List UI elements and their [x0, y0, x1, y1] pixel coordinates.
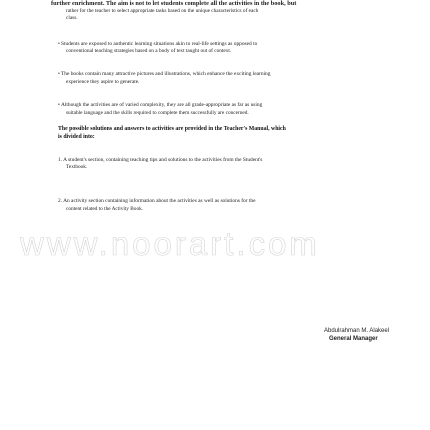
bullet-item — [58, 71, 398, 78]
intro-line-3: class. — [66, 15, 78, 21]
numbered-item — [58, 198, 398, 205]
signatory-name: Abdulrahman M. Alakeel — [324, 328, 390, 334]
item-text-line-2: Textbook. — [66, 164, 88, 170]
solutions-heading-line-1: The possible solutions and answers to activities are provided in the Teacher's Manual, which — [58, 126, 286, 132]
signature-block — [324, 327, 424, 343]
bullet-mark: • — [58, 41, 60, 47]
bullet-item — [58, 102, 398, 109]
item-number: 1. — [58, 157, 63, 163]
item-text-line-2: content related to the Activity Book. — [66, 206, 144, 212]
signatory-title: General Manager — [329, 336, 378, 342]
bullet-text-line-2: experience they aspire to generate. — [66, 79, 140, 85]
bullet-mark: • — [58, 71, 60, 77]
bullet-text-line-1: Although the activities are of varied complexity, they are all grade-appropriate as far as using — [61, 102, 263, 108]
bullet-text-line-2: conventional teaching strategies based on a body of text taught out of context. — [66, 48, 232, 54]
watermark: www.noorart.com — [20, 225, 320, 262]
item-number: 2. — [58, 198, 63, 204]
item-text-line-1: An activity section containing information about the activities as well as solutions for the — [63, 198, 256, 204]
bullet-text-line-1: The books contain many attractive pictures and illustrations, which enhance the exciting learning — [61, 71, 271, 77]
bullet-text-line-2: suitable language and the skills required to complete them successfully are concerned. — [66, 110, 249, 116]
intro-line-1: further enrichment. The aim is not to let students complete all the activities in the book, but — [51, 0, 297, 7]
solutions-heading-line-2: is divided into: — [58, 134, 95, 140]
intro-line-2: rather for the teacher to select appropriate tasks based on the unique characteristics of each — [66, 8, 259, 14]
bullet-mark: • — [58, 102, 60, 108]
item-text-line-1: A student's section, containing teaching tips and solutions to the activities from the Student's — [63, 157, 263, 163]
bullet-text-line-1: Students are exposed to authentic learning situations akin to real-life settings as opposed to — [61, 41, 258, 47]
